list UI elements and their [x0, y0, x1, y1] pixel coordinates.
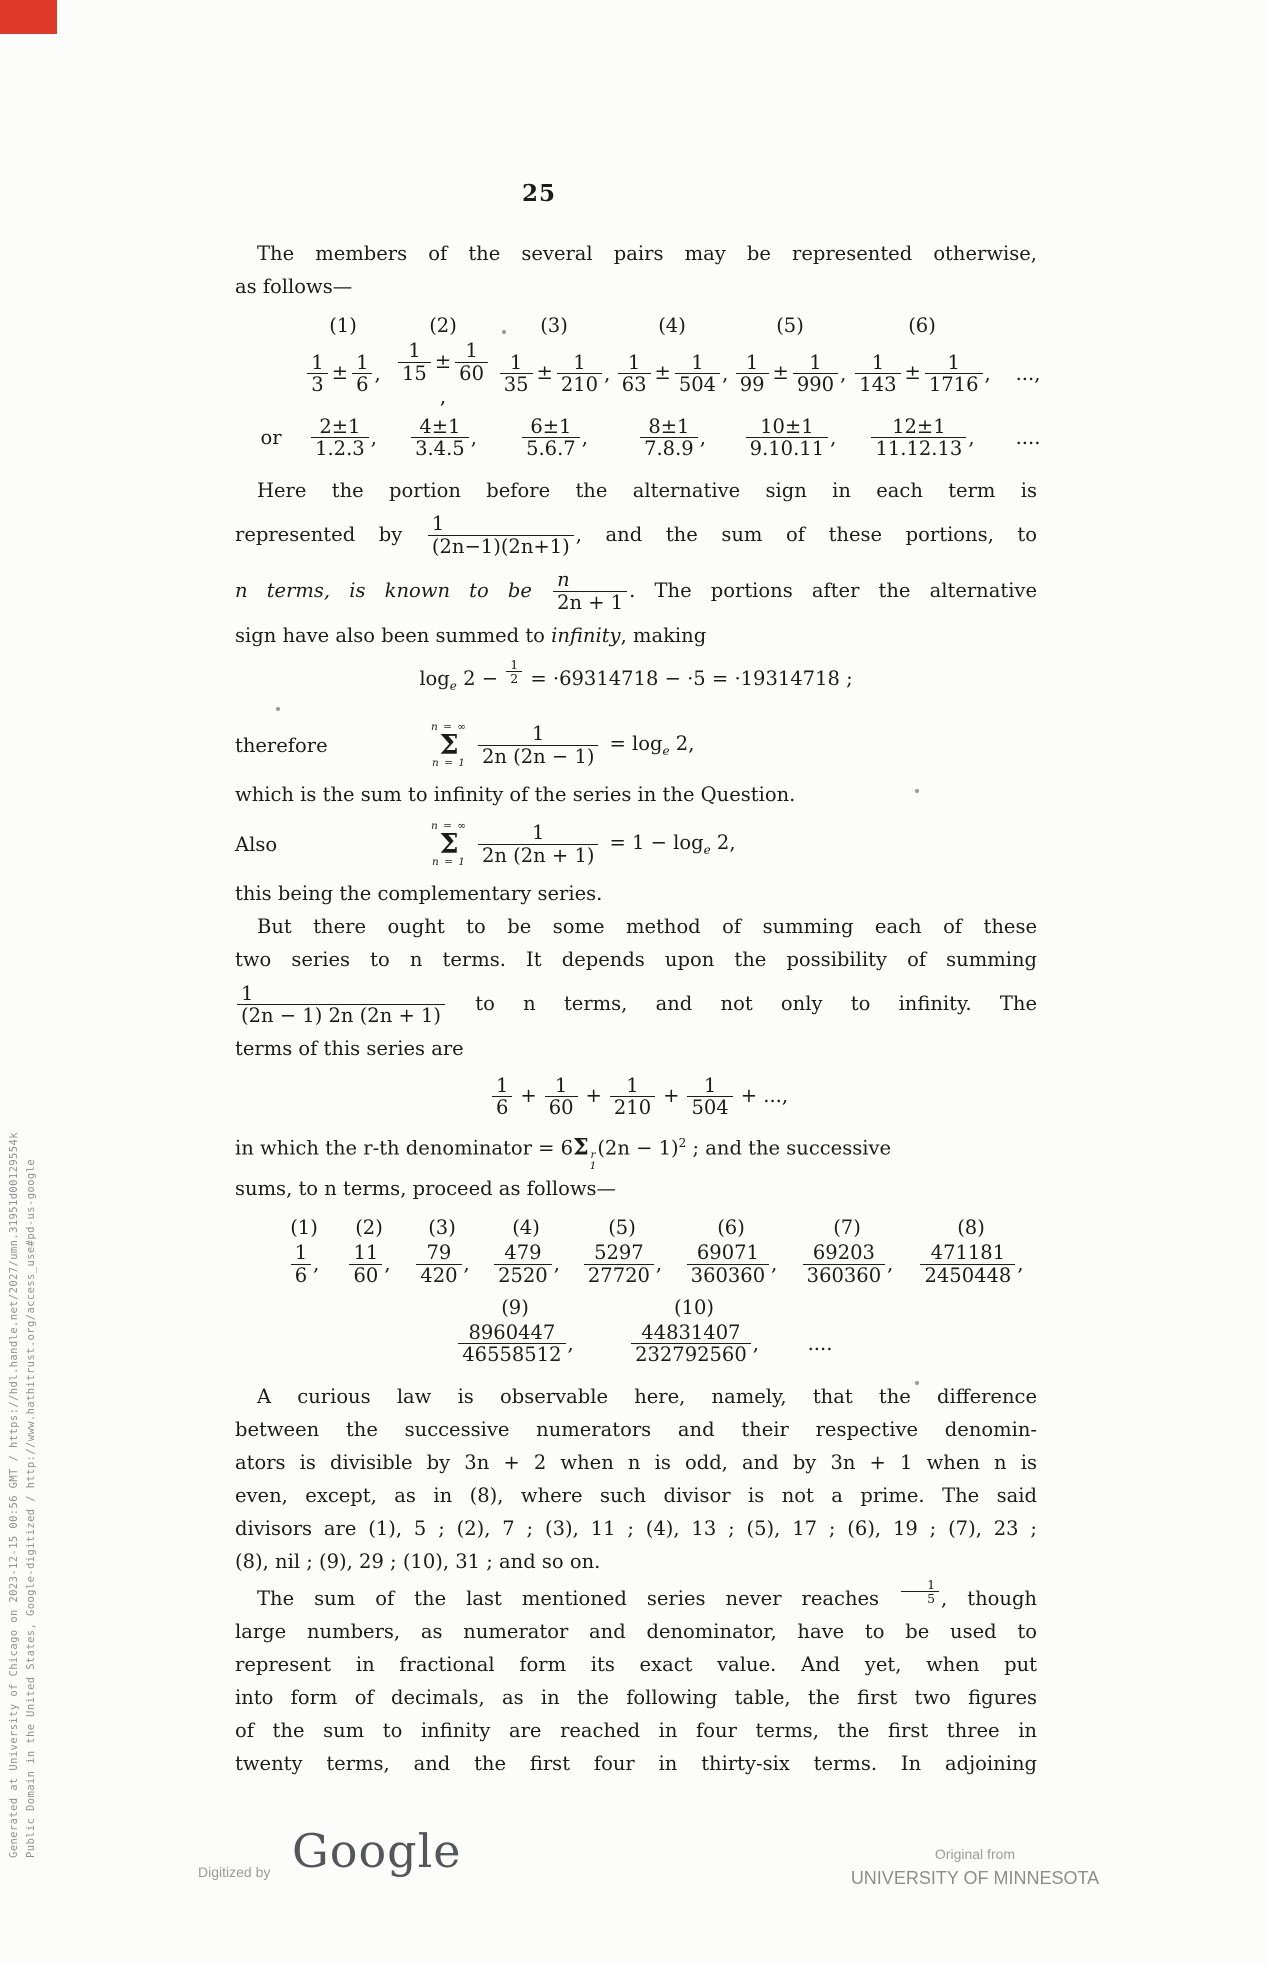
ellipsis: ..., [1015, 362, 1041, 386]
sum-label: (9) [501, 1295, 529, 1319]
therefore-equation: therefore n = ∞ Σ n = 1 $\frac{1}{2n (2n - 1)}$ = $\log_e 2$, [235, 721, 695, 770]
sum-term: $\frac{479}{2520}$ , [483, 1242, 569, 1287]
pair-term: $\frac{1}{99}$ ± $\frac{1}{990}$ , [733, 352, 847, 397]
pair-label: (2) [429, 314, 457, 337]
sum-term: $\frac{1}{6}$ , [275, 1242, 333, 1287]
paragraph-denominator-line2: sums, to n terms, proceed as follows— [235, 1176, 617, 1200]
paragraph-sum-line5: of the sum to infinity are reached in four terms, the first three in [235, 1719, 1037, 1743]
pair-term: $\frac{1}{63}$ ± $\frac{1}{504}$ , [615, 352, 729, 397]
sum-label: (6) [717, 1215, 745, 1239]
inline-fraction: $\frac{1}{210}$ [608, 1075, 657, 1120]
paragraph-portion-line2: represented by $\frac{1}{(2n-1)(2n+1)}$ , and the sum of these portions, to [235, 512, 1037, 559]
digitized-by-label: Digitized by [198, 1864, 271, 1880]
pair-term: $\frac{1}{35}$ ± $\frac{1}{210}$ , [497, 352, 611, 397]
paragraph-method-line3: $\frac{1}{(2n - 1) 2n (2n + 1)}$ to n terms, and not only to infinity. The [235, 976, 1037, 1032]
sigma-symbol: Σ [573, 1134, 589, 1161]
also-equation: Also n = ∞ Σ n = 1 $\frac{1}{2n (2n + 1)}$ = $1 - \log_e 2$, [235, 820, 736, 869]
pair-label: (1) [329, 314, 357, 337]
pair-term: $\frac{8\pm 1}{7.8.9}$ , [615, 416, 729, 461]
ellipsis: .... [1015, 426, 1041, 450]
pairs-row-fractions [249, 339, 1041, 408]
paragraph-which: which is the sum to infinity of the series in the Question. [235, 783, 796, 807]
pair-term: $\frac{6\pm 1}{5.6.7}$ , [497, 416, 611, 461]
sums-fractions-row2 [249, 1322, 1037, 1367]
paragraph-curious-line2: between the successive numerators and their respective denomin- [235, 1418, 1037, 1442]
sum-label: (8) [957, 1215, 985, 1239]
pair-term: $\frac{10\pm 1}{9.10.11}$ , [733, 416, 847, 461]
pair-term: $\frac{1}{143}$ ± $\frac{1}{1716}$ , [851, 352, 993, 397]
sum-label: (7) [833, 1215, 861, 1239]
pair-term: $\frac{2\pm 1}{1.2.3}$ , [297, 416, 389, 461]
series-equation: $\frac{1}{6}$ + $\frac{1}{60}$ + $\frac{1}{210}$ + $\frac{1}{504}$ + ..., [235, 1067, 1037, 1125]
original-from-label: Original from [934, 1846, 1016, 1862]
pair-label: (4) [658, 314, 686, 337]
sum-label: (2) [355, 1215, 383, 1239]
pair-term: $\frac{12\pm 1}{11.12.13}$ , [851, 416, 993, 461]
paragraph-curious-line5: divisors are (1), 5 ; (2), 7 ; (3), 11 ; (4), 13 ; (5), 17 ; (6), 19 ; (7), 23 ; [235, 1517, 1037, 1541]
hathitrust-rights-note: Public Domain in the United States, Google-digitized / http://www.hathitrust.org/access_use#pd-us-google [25, 1158, 37, 1858]
paragraph-method-line1: But there ought to be some method of summing each of these [257, 915, 1037, 939]
google-logo: Google [292, 1824, 462, 1878]
inline-fraction: $\frac{1}{(2n - 1) 2n (2n + 1)}$ [235, 983, 447, 1028]
paragraph-intro-line2: as follows— [235, 275, 353, 298]
pair-label: (3) [540, 314, 568, 337]
inline-fraction: $\frac{1}{2n (2n + 1)}$ [476, 822, 601, 867]
paragraph-complementary: this being the complementary series. [235, 882, 603, 906]
log-identity-equation: $\log_e 2$ − $\frac{1}{2}$ = ·69314718 − ·5 = ·19314718 ; [419, 657, 853, 694]
sum-term: $\frac{69203}{360360}$ , [791, 1242, 903, 1287]
sum-term: $\frac{471181}{2450448}$ , [907, 1242, 1035, 1287]
paragraph-portion-line3: n terms, is known to be $\frac{n}{2n + 1}$ . The portions after the alternative [235, 568, 1037, 615]
sum-term: $\frac{5297}{27720}$ , [573, 1242, 671, 1287]
sums-fractions-row1 [275, 1242, 1037, 1287]
paragraph-method-line4: terms of this series are [235, 1037, 464, 1061]
sum-term: $\frac{79}{420}$ , [405, 1242, 479, 1287]
inline-fraction: $\frac{1}{2n (2n - 1)}$ [476, 723, 601, 768]
inline-fraction: $\frac{1}{2}$ [504, 658, 524, 685]
summation-symbol: n = ∞ Σ n = 1 [431, 721, 467, 770]
sum-label: (4) [512, 1215, 540, 1239]
pairs-labels-row [249, 313, 1037, 338]
summation-symbol: n = ∞ Σ n = 1 [431, 820, 467, 869]
paragraph-denominator-line1: in which the r-th denominator = 6Σ r 1 $(2n - 1)^2$ ; and the successive [235, 1134, 892, 1172]
paragraph-sum-line1: The sum of the last mentioned series never reaches $\frac{1}{5}$ , though [257, 1577, 1037, 1611]
paragraph-intro-line1: The members of the several pairs may be represented otherwise, [257, 242, 1037, 265]
pair-label: (6) [908, 314, 936, 337]
pairs-equation-block [249, 313, 1041, 461]
pair-term: $\frac{4\pm 1}{3.4.5}$ , [393, 416, 493, 461]
sigma-limits: r 1 [589, 1148, 597, 1172]
sum-label: (5) [608, 1215, 636, 1239]
successive-sums-block [249, 1215, 1037, 1366]
inline-fraction: $\frac{1}{60}$ [543, 1075, 580, 1120]
scan-corner-red-tab [0, 0, 57, 34]
inline-fraction: $\frac{1}{5}$ [899, 1578, 941, 1605]
paragraph-portion-line1: Here the portion before the alternative sign in each term is [257, 479, 1037, 503]
sum-term: $\frac{8960447}{46558512}$ , [435, 1322, 595, 1367]
original-source-label: UNIVERSITY OF MINNESOTA [850, 1868, 1100, 1888]
pair-term: $\frac{1}{3}$ ± $\frac{1}{6}$ , [297, 352, 389, 397]
sum-term: $\frac{44831407}{232792560}$ , [599, 1322, 789, 1367]
inline-fraction: $\frac{1}{(2n-1)(2n+1)}$ [426, 513, 576, 558]
inline-fraction: $\frac{n}{2n + 1}$ [551, 569, 629, 614]
paragraph-sum-line2: large numbers, as numerator and denominator, have to be used to [235, 1620, 1037, 1644]
pair-term: $\frac{1}{15}$ ± $\frac{1}{60}$ , [393, 340, 493, 408]
hathitrust-generated-note: Generated at University of Chicago on 2023-12-15 00:56 GMT / https://hdl.handle.net/2027/umn.31951d00129554k [8, 1132, 20, 1858]
paragraph-curious-line4: even, except, as in (8), where such divisor is not a prime. The said [235, 1484, 1037, 1508]
pair-label: (5) [776, 314, 804, 337]
ellipsis: .... [807, 1332, 833, 1356]
inline-fraction: $\frac{1}{504}$ [685, 1075, 734, 1120]
sum-term: $\frac{69071}{360360}$ , [675, 1242, 787, 1287]
inline-fraction: $\frac{1}{6}$ [490, 1075, 514, 1120]
sum-term: $\frac{11}{60}$ , [337, 1242, 401, 1287]
paragraph-curious-line6: (8), nil ; (9), 29 ; (10), 31 ; and so on. [235, 1550, 601, 1574]
sum-label: (10) [673, 1295, 715, 1319]
paragraph-sum-line3: represent in fractional form its exact value. And yet, when put [235, 1653, 1037, 1677]
paragraph-portion-line4: sign have also been summed to infinity, making [235, 624, 707, 648]
paragraph-sum-line6: twenty terms, and the first four in thirty-six terms. In adjoining [235, 1752, 1037, 1776]
sums-labels-row1 [275, 1215, 1037, 1240]
page-number: 25 [522, 180, 557, 207]
or-label: or [260, 426, 282, 450]
page-content [235, 180, 1041, 1780]
paragraph-sum-line4: into form of decimals, as in the following table, the first two figures [235, 1686, 1037, 1710]
pairs-row-or [249, 414, 1041, 461]
paragraph-method-line2: two series to n terms. It depends upon the possibility of summing [235, 948, 1037, 972]
sum-label: (1) [290, 1215, 318, 1239]
sum-label: (3) [428, 1215, 456, 1239]
paragraph-curious-line3: ators is divisible by 3n + 2 when n is odd, and by 3n + 1 when n is [235, 1451, 1037, 1475]
sums-labels-row2 [249, 1295, 1037, 1320]
paragraph-curious-line1: A curious law is observable here, namely, that the difference [257, 1385, 1037, 1409]
